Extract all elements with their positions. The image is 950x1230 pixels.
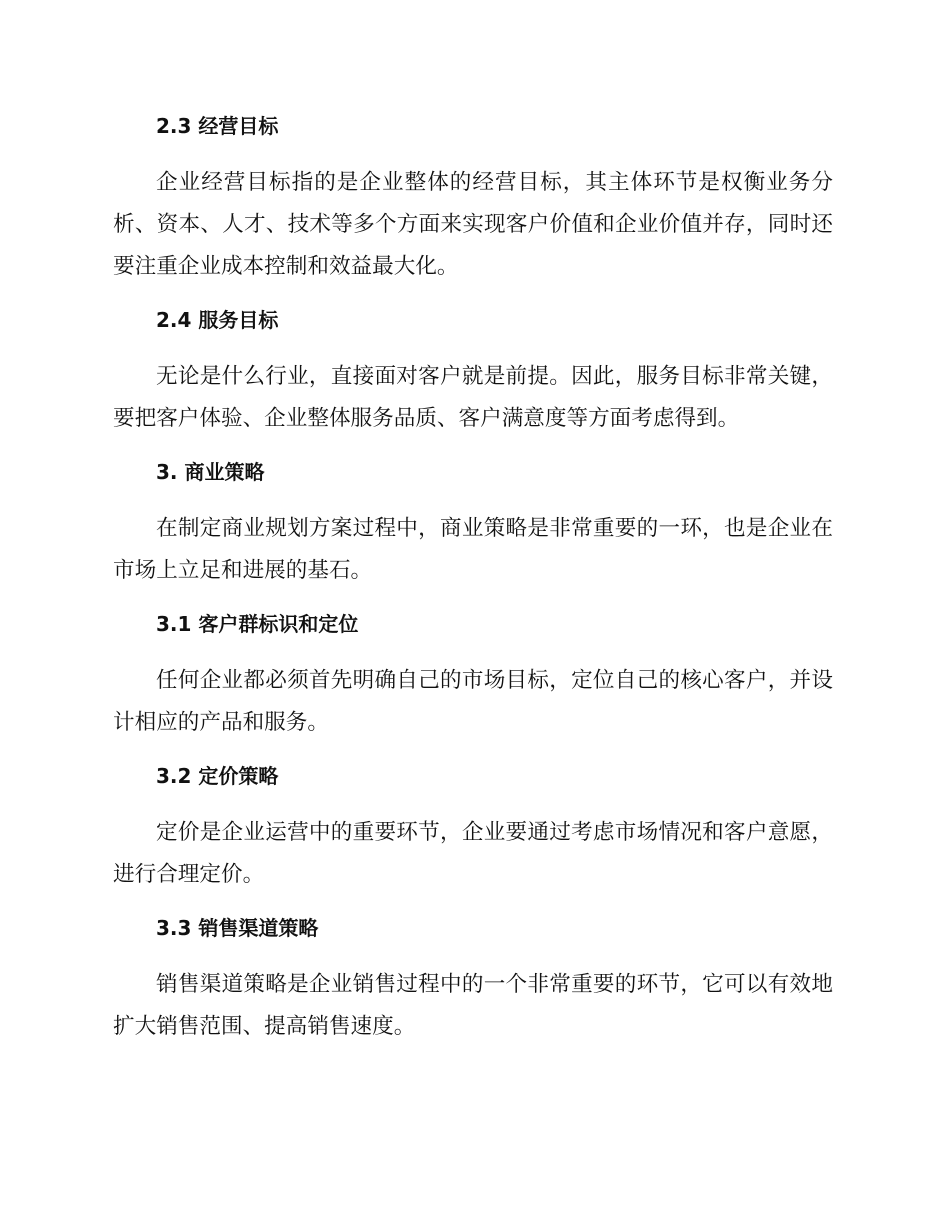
section-heading-3: 3. 商业策略 <box>156 460 265 484</box>
section-heading-2-3: 2.3 经营目标 <box>156 114 279 138</box>
section-heading-2-4: 2.4 服务目标 <box>156 308 279 332</box>
section-heading-3-2: 3.2 定价策略 <box>156 764 279 788</box>
section-paragraph-3: 在制定商业规划方案过程中，商业策略是非常重要的一环，也是企业在市场上立足和进展的基石。 <box>113 516 833 583</box>
section-paragraph-2-4: 无论是什么行业，直接面对客户就是前提。因此，服务目标非常关键，要把客户体验、企业整体服务品质、客户满意度等方面考虑得到。 <box>113 364 833 431</box>
section-paragraph-3-2: 定价是企业运营中的重要环节，企业要通过考虑市场情况和客户意愿，进行合理定价。 <box>113 820 833 887</box>
section-heading-3-3: 3.3 销售渠道策略 <box>156 916 319 940</box>
section-paragraph-3-3: 销售渠道策略是企业销售过程中的一个非常重要的环节，它可以有效地扩大销售范围、提高销售速度。 <box>113 972 833 1039</box>
section-paragraph-3-1: 任何企业都必须首先明确自己的市场目标，定位自己的核心客户，并设计相应的产品和服务。 <box>113 668 833 735</box>
section-heading-3-1: 3.1 客户群标识和定位 <box>156 612 359 636</box>
section-paragraph-2-3: 企业经营目标指的是企业整体的经营目标，其主体环节是权衡业务分析、资本、人才、技术等多个方面来实现客户价值和企业价值并存，同时还要注重企业成本控制和效益最大化。 <box>113 170 833 279</box>
document-body <box>113 108 833 1048</box>
